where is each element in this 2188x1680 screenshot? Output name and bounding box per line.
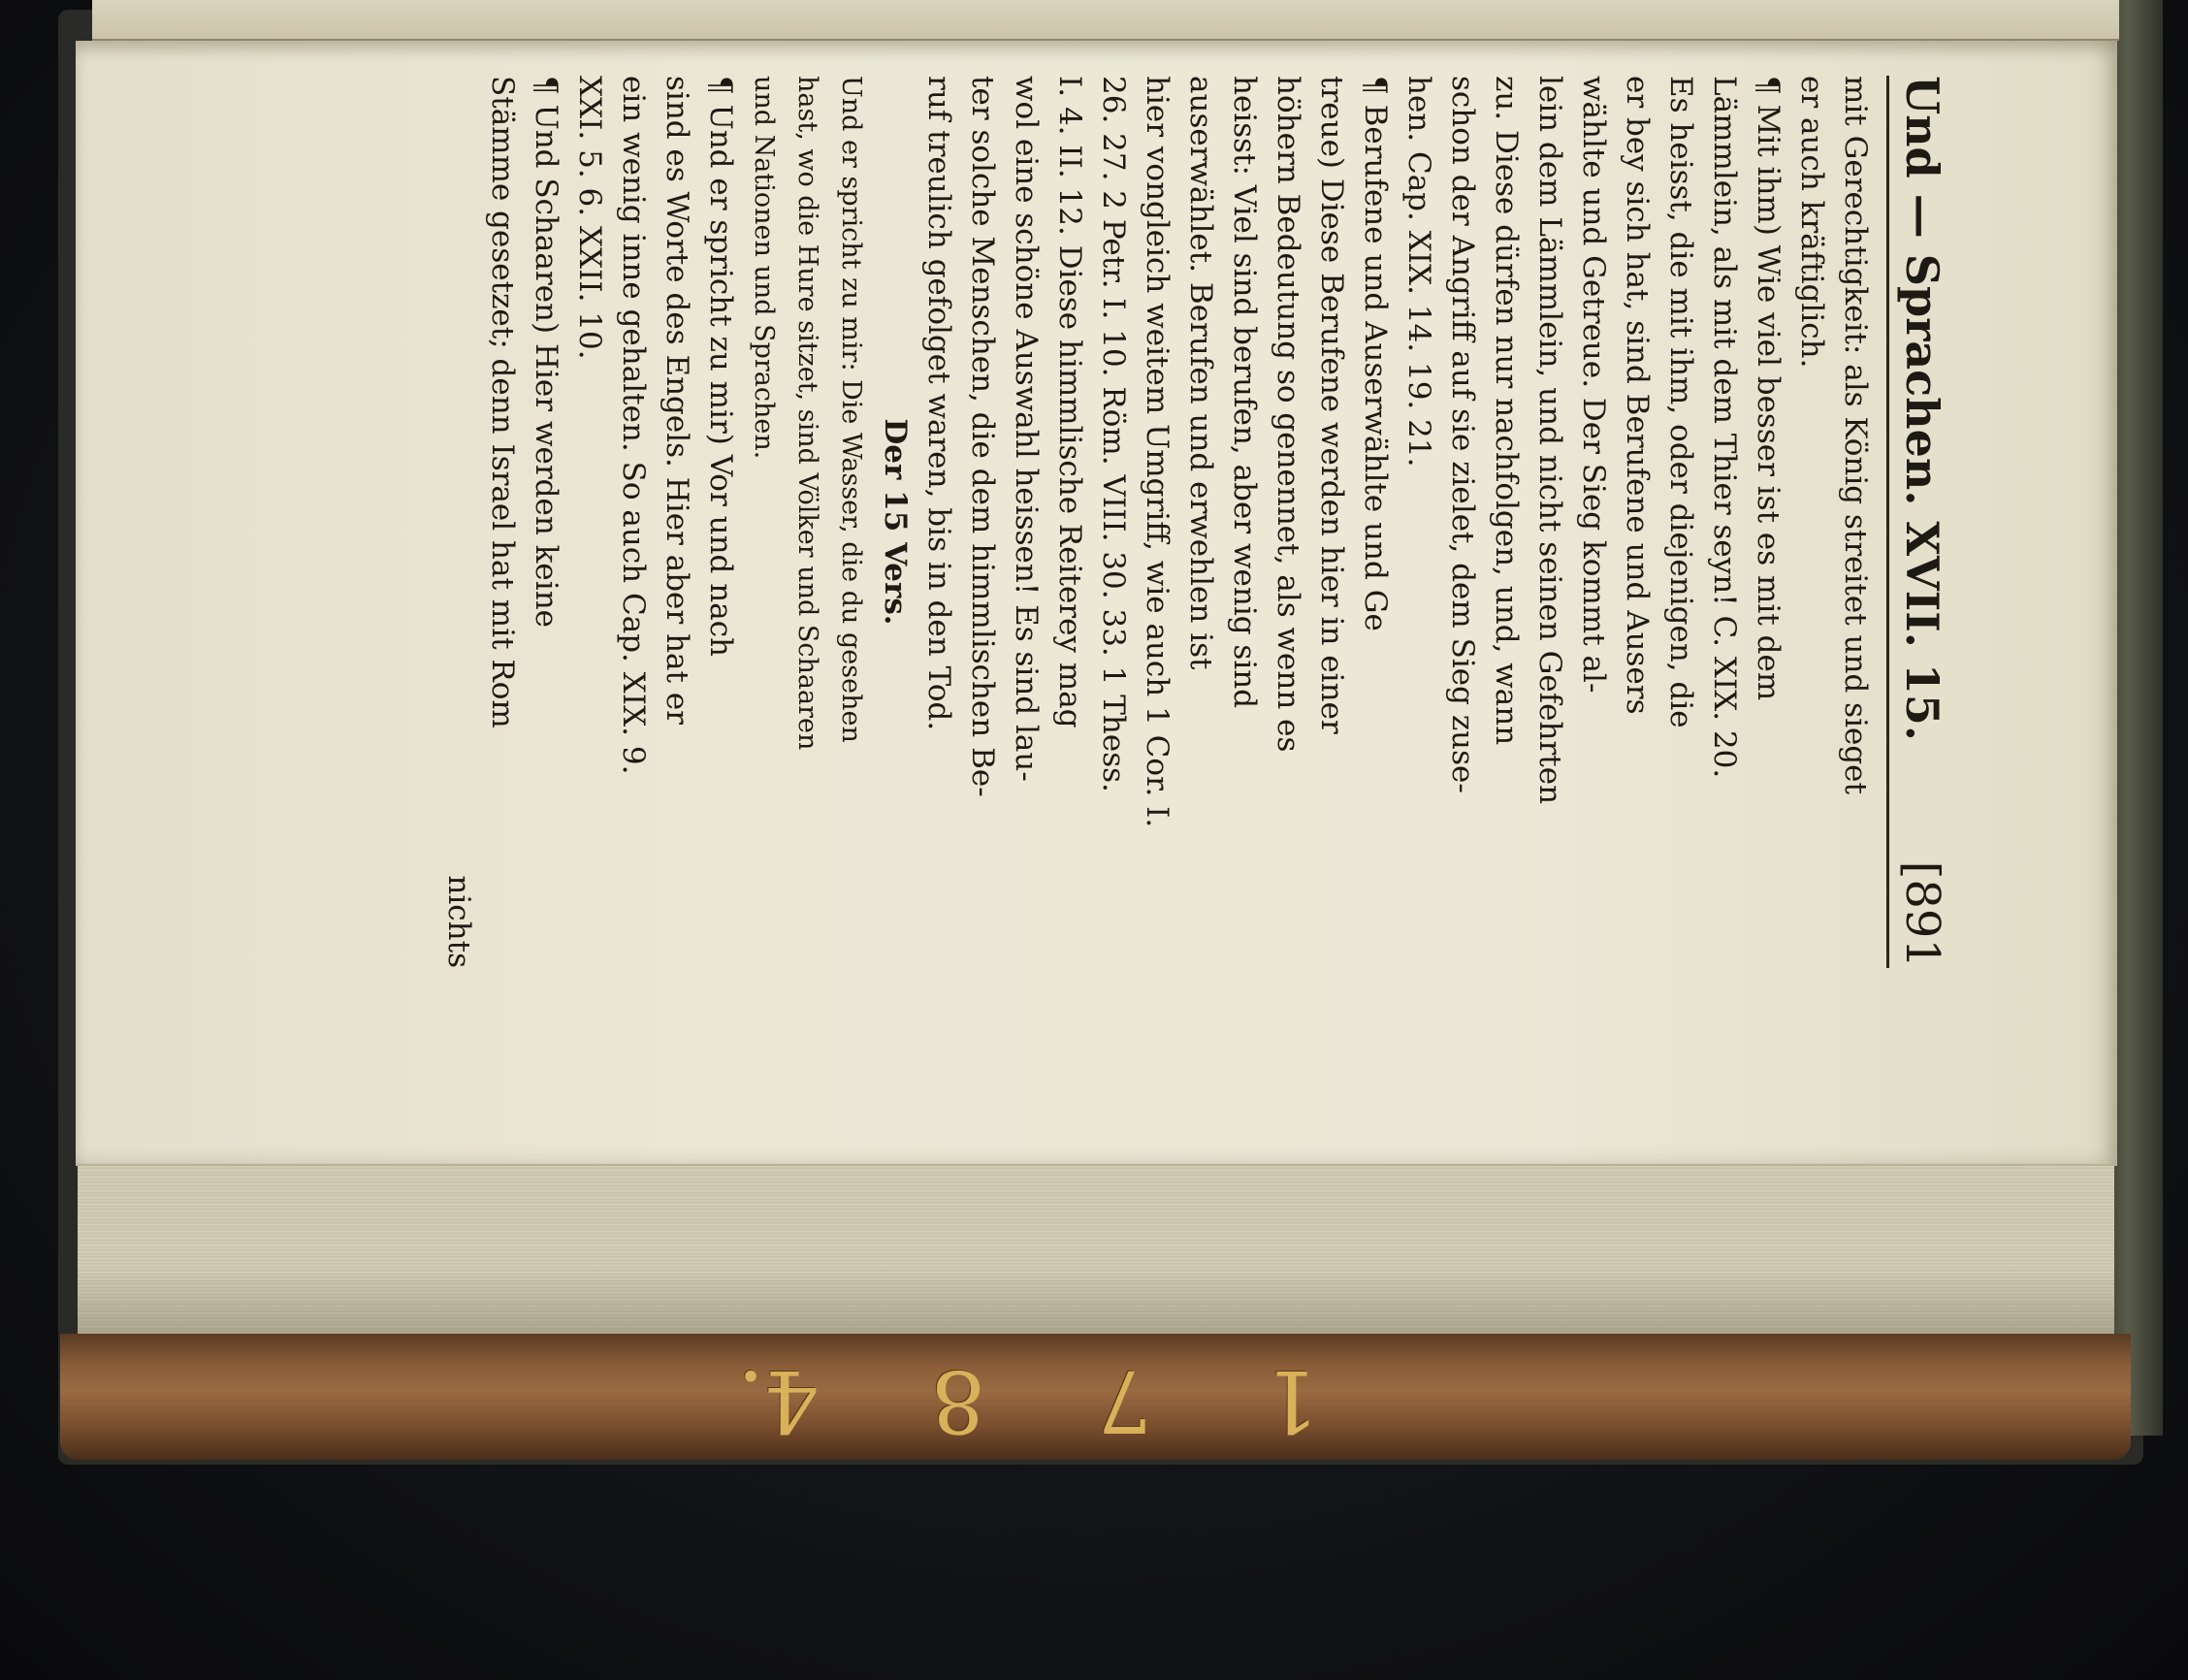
spine-digit: 1 [1265, 1351, 1319, 1452]
verse-line: und Nationen und Sprachen. [749, 76, 779, 460]
commentary-line: ein wenig inne gehalten. So auch Cap. XIX. 9. [616, 76, 651, 775]
facing-page-edge [92, 0, 2119, 41]
text-line: treue) Diese Berufene werden hier in einer [1314, 76, 1349, 734]
text-line: heisst: Viel sind berufen, aber wenig sind [1227, 76, 1262, 709]
commentary-line: Stämme gesetzet; denn Israel hat mit Rom [485, 76, 520, 728]
text-line: er auch kräftiglich. [1794, 76, 1829, 369]
running-header [1886, 76, 1949, 968]
text-line: er bey sich hat, sind Berufene und Ausers [1620, 76, 1655, 715]
spine-digit: 8 [931, 1351, 985, 1452]
text-line: Lämmlein, als mit dem Thier seyn! C. XIX. 20. [1707, 76, 1742, 779]
text-line: Es heisst, die mit ihm, oder diejenigen, die [1663, 76, 1698, 728]
catchword: nichts [441, 875, 476, 968]
running-title: Und — Sprachen. XVII. 15. [1896, 76, 1948, 741]
text-line: schon der Angriff auf sie zielet, dem Sieg zuse- [1445, 76, 1480, 793]
text-line: lein dem Lämmlein, und nicht seinen Gefehrten [1532, 76, 1567, 805]
commentary-line: ¶ Und er spricht zu mir) Vor und nach [703, 76, 738, 658]
verse-heading: Der 15 Vers. [878, 418, 913, 626]
text-line: mit Gerechtigkeit: als König streitet und sieget [1838, 76, 1873, 794]
text-line: wählte und Getreue. Der Sieg kommt al- [1576, 76, 1611, 694]
text-line: hier vongleich weitem Umgriff, wie auch 1 Cor. I. [1140, 76, 1174, 828]
text-line: wol eine schöne Auswahl heissen! Es sind lau- [1009, 76, 1044, 782]
text-line: ¶ Mit ihm) Wie viel besser ist es mit dem [1751, 76, 1786, 701]
verse-line: Und er spricht zu mir: Die Wasser, die du gesehen [836, 76, 866, 743]
text-line: auserwählet. Berufen und erwehlen ist [1183, 76, 1218, 670]
text-line: höhern Bedeutung so genennet, als wenn es [1271, 76, 1305, 753]
text-line: ¶ Berufene und Auserwählte und Ge [1358, 76, 1393, 631]
commentary-line: sind es Worte des Engels. Hier aber hat er [660, 76, 694, 725]
text-line: I. 4. II. 12. Diese himmlische Reiterey mag [1052, 76, 1087, 728]
verse-line: hast, wo die Hure sitzet, sind Völker und Schaaren [792, 76, 822, 751]
page-block-edge [78, 1164, 2114, 1336]
text-line: zu. Diese dürfen nur nachfolgen, und, wann [1489, 76, 1524, 746]
commentary-line: ¶ Und Schaaren) Hier werden keine [529, 76, 563, 629]
spine-digit: 7 [1098, 1351, 1152, 1452]
text-line: ter solche Menschen, die dem himmlischen Be- [965, 76, 1000, 797]
text-line: ruf treulich gefolget waren, bis in den Tod. [921, 76, 956, 731]
spine-digit: 4. [737, 1351, 819, 1452]
text-line: hen. Cap. XIX. 14. 19. 21. [1401, 76, 1436, 468]
spine-year [737, 1348, 1319, 1455]
commentary-line: XXI. 5. 6. XXII. 10. [572, 76, 607, 360]
page-number: [891 [1895, 860, 1949, 968]
text-line: 26. 27. 2 Petr. I. 10. Röm. VIII. 30. 33. 1 Thess. [1096, 76, 1131, 792]
page-text-block [436, 76, 1949, 968]
